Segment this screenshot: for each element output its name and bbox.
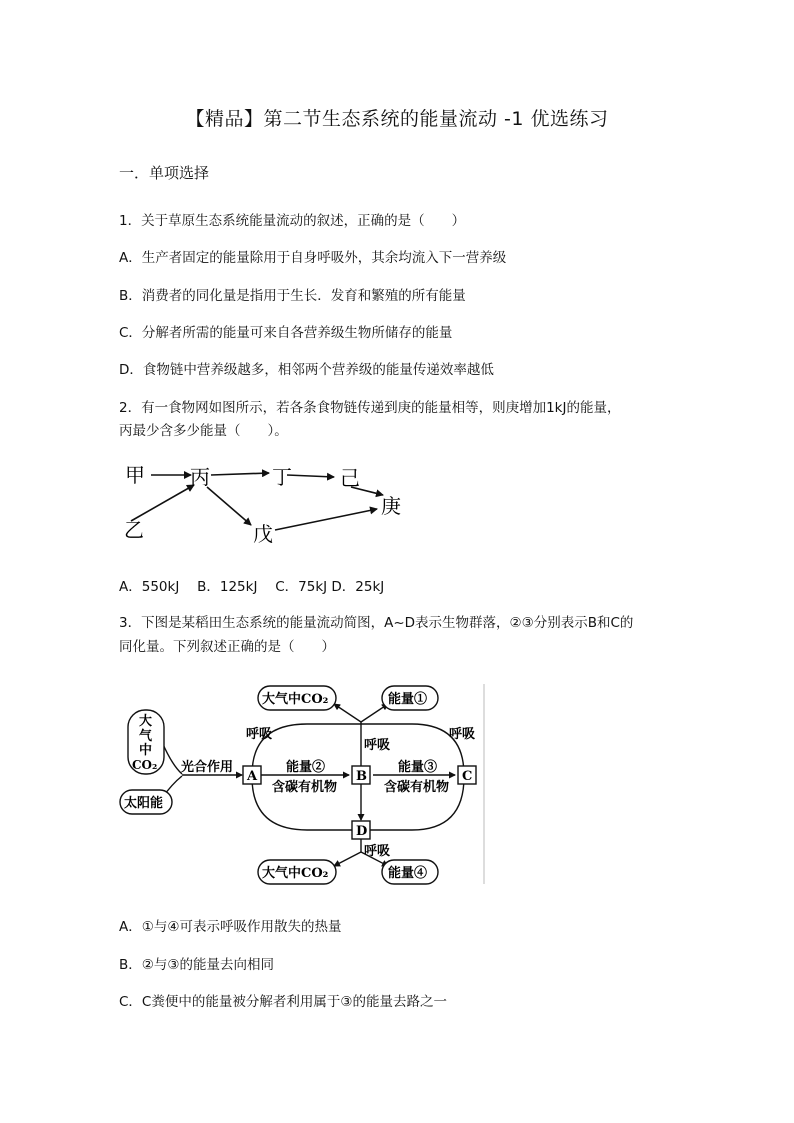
carbon-ab-label: 含碳有机物 (272, 780, 338, 795)
co2-left-3: 中 (139, 743, 153, 758)
co2-top-label: 大气中CO₂ (262, 692, 329, 707)
q3-stem-line1: 3．下图是某稻田生态系统的能量流动简图，A~D表示生物群落，②③分别表示B和C的 (119, 615, 634, 631)
q3-option-b: B．②与③的能量去向相同 (119, 957, 274, 973)
q1-option-d: D．食物链中营养级越多，相邻两个营养级的能量传递效率越低 (119, 362, 494, 378)
q1-stem: 1．关于草原生态系统能量流动的叙述，正确的是（ ） (119, 213, 466, 229)
energy1-label: 能量① (388, 692, 428, 707)
node-c: C (462, 769, 473, 784)
co2-left-1: 大 (139, 714, 153, 729)
node-yi: 乙 (124, 518, 144, 542)
respire-bottom-label: 呼吸 (364, 844, 391, 859)
respire-right-label: 呼吸 (449, 727, 476, 742)
node-b: B (356, 769, 367, 784)
respire-left-label: 呼吸 (246, 727, 273, 742)
node-ding: 丁 (272, 465, 292, 489)
q1-option-a: A．生产者固定的能量除用于自身呼吸外，其余均流入下一营养级 (119, 250, 507, 266)
energy-flow-diagram (112, 680, 492, 888)
energy2-label: 能量② (286, 760, 326, 775)
node-d: D (356, 824, 368, 839)
respire-mid-label: 呼吸 (364, 738, 391, 753)
q2-stem-line2: 丙最少含多少能量（ ）。 (119, 423, 288, 439)
carbon-bc-label: 含碳有机物 (384, 780, 450, 795)
node-geng: 庚 (381, 494, 401, 518)
q3-option-c: C．C粪便中的能量被分解者利用属于③的能量去路之一 (119, 994, 447, 1010)
node-a: A (247, 769, 258, 784)
node-jia: 甲 (125, 463, 145, 487)
photosynthesis-label: 光合作用 (181, 760, 234, 775)
co2-left-4: CO₂ (132, 758, 158, 772)
page-title: 【精品】第二节生态系统的能量流动 -1 优选练习 (185, 108, 609, 130)
q3-stem-line2: 同化量。下列叙述正确的是（ ） (119, 639, 335, 655)
energy4-label: 能量④ (388, 866, 428, 881)
q3-option-a: A．①与④可表示呼吸作用散失的热量 (119, 919, 342, 935)
q1-option-c: C．分解者所需的能量可来自各营养级生物所储存的能量 (119, 325, 453, 341)
q2-stem-line1: 2．有一食物网如图所示，若各条食物链传递到庚的能量相等，则庚增加1kJ的能量， (119, 400, 621, 416)
node-wu: 戊 (253, 522, 273, 546)
node-ji: 己 (340, 466, 360, 490)
co2-left-2: 气 (139, 729, 153, 744)
section-heading: 一．单项选择 (119, 164, 210, 182)
q1-option-b: B．消费者的同化量是指用于生长．发育和繁殖的所有能量 (119, 288, 466, 304)
energy3-label: 能量③ (398, 760, 438, 775)
q2-options: A．550kJ B．125kJ C．75kJ D．25kJ (119, 579, 385, 595)
food-web-diagram (115, 455, 415, 555)
co2-bottom-label: 大气中CO₂ (262, 866, 329, 881)
sun-label: 太阳能 (124, 796, 164, 811)
node-bing: 丙 (190, 465, 210, 489)
